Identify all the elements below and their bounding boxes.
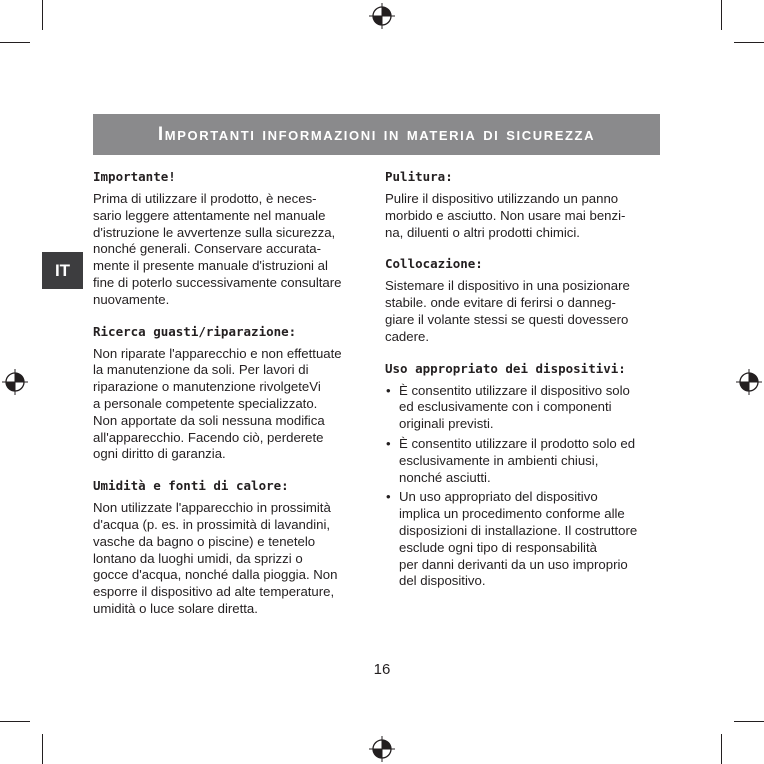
- page-title: Importanti informazioni in materia di sicurezza: [157, 123, 596, 145]
- left-column: [93, 168, 371, 632]
- text-line: Non riparate l'apparecchio e non effettuate: [93, 345, 342, 361]
- paragraph-ricerca-guasti: [93, 346, 371, 464]
- text-line: esclusivamente in ambienti chiusi,: [399, 452, 599, 468]
- text-line: Prima di utilizzare il prodotto, è neces-: [93, 191, 317, 206]
- list-item: [385, 489, 667, 590]
- text-line: sario leggere attentamente nel manuale: [93, 207, 326, 223]
- text-line: all'apparecchio. Facendo ciò, perderete: [93, 429, 324, 445]
- text-line: fine di poterlo successivamente consultare: [93, 274, 342, 290]
- text-line: lontano da luoghi umidi, da sprizzi o: [93, 550, 303, 566]
- text-line: Pulire il dispositivo utilizzando un panno: [385, 191, 619, 206]
- text-line: la manutenzione da soli. Per lavori di: [93, 362, 309, 378]
- language-tab: IT: [42, 252, 83, 289]
- text-line: esclude ogni tipo di responsabilità: [399, 539, 597, 555]
- text-line: Non apportate da soli nessuna modifica: [93, 412, 325, 428]
- text-line: originali previsti.: [399, 416, 494, 432]
- text-line: esporre il dispositivo ad alte temperature,: [93, 584, 335, 600]
- crop-mark-bottom-right-horizontal: [734, 721, 764, 722]
- list-item: [385, 436, 667, 486]
- text-line: del dispositivo.: [399, 573, 486, 589]
- registration-mark-icon: [369, 3, 395, 29]
- section-heading-umidita: Umidità e fonti di calore:: [93, 478, 289, 494]
- text-line: Sistemare il dispositivo in una posizionare: [385, 278, 630, 294]
- bullet-list-uso: [385, 383, 667, 591]
- text-line: morbido e asciutto. Non usare mai benzi-: [385, 207, 626, 223]
- paragraph-collocazione: [385, 278, 667, 345]
- crop-mark-bottom-left-horizontal: [0, 721, 30, 722]
- page-number: 16: [373, 661, 391, 678]
- registration-mark-icon: [736, 369, 762, 395]
- text-line: È consentito utilizzare il prodotto solo ed: [399, 435, 636, 451]
- text-line: na, diluenti o altri prodotti chimici.: [385, 224, 580, 240]
- registration-mark-icon: [2, 369, 28, 395]
- text-line: nonché generali. Conservare accurata-: [93, 241, 321, 257]
- text-line: implica un procedimento conforme alle: [399, 506, 625, 522]
- text-line: giare il volante stessi se questi dovessero: [385, 311, 629, 327]
- registration-mark-icon: [369, 736, 395, 762]
- list-item: [385, 383, 667, 433]
- text-line: d'acqua (p. es. in prossimità di lavandini,: [93, 516, 331, 532]
- crop-mark-top-left-vertical: [42, 0, 43, 30]
- paragraph-importante: [93, 191, 371, 309]
- text-line: vasche da bagno o piscine) e tenetelo: [93, 533, 316, 549]
- section-title-banner: [93, 114, 660, 155]
- text-line: ogni diritto di garanzia.: [93, 446, 226, 462]
- text-line: nuovamente.: [93, 291, 170, 307]
- text-line: nonché asciutti.: [399, 469, 491, 485]
- bullet-icon: •: [386, 382, 391, 398]
- text-line: mente il presente manuale d'istruzioni al: [93, 258, 328, 274]
- section-heading-collocazione: Collocazione:: [385, 256, 483, 272]
- text-line: a personale competente specializzato.: [93, 395, 318, 411]
- section-heading-ricerca-guasti: Ricerca guasti/riparazione:: [93, 323, 297, 339]
- right-column: [385, 168, 667, 593]
- crop-mark-top-left-horizontal: [0, 42, 30, 43]
- paragraph-umidita: [93, 500, 371, 618]
- text-line: Non utilizzate l'apparecchio in prossimità: [93, 500, 331, 516]
- crop-mark-top-right-horizontal: [734, 42, 764, 43]
- text-line: stabile. onde evitare di ferirsi o danneg-: [385, 295, 616, 311]
- bullet-icon: •: [386, 489, 391, 505]
- crop-mark-top-right-vertical: [721, 0, 722, 30]
- text-line: riparazione o manutenzione rivolgeteVi: [93, 379, 321, 395]
- bullet-icon: •: [386, 435, 391, 451]
- text-line: È consentito utilizzare il dispositivo solo: [399, 382, 630, 398]
- text-line: cadere.: [385, 328, 429, 344]
- paragraph-pulitura: [385, 191, 667, 241]
- crop-mark-bottom-right-vertical: [721, 734, 722, 764]
- crop-mark-bottom-left-vertical: [42, 734, 43, 764]
- text-line: disposizioni di installazione. Il costruttore: [399, 522, 638, 538]
- section-heading-uso-appropriato: Uso appropriato dei dispositivi:: [385, 360, 626, 376]
- text-line: umidità o luce solare diretta.: [93, 600, 258, 616]
- section-heading-importante: Importante!: [93, 169, 176, 184]
- text-line: per danni derivanti da un uso improprio: [399, 556, 628, 572]
- text-line: gocce d'acqua, nonché dalla pioggia. Non: [93, 567, 338, 583]
- section-heading-pulitura: Pulitura:: [385, 169, 453, 184]
- text-line: d'istruzione le avvertenze sulla sicurezza,: [93, 224, 336, 240]
- text-line: ed esclusivamente con i componenti: [399, 399, 612, 415]
- text-line: Un uso appropriato del dispositivo: [399, 489, 598, 505]
